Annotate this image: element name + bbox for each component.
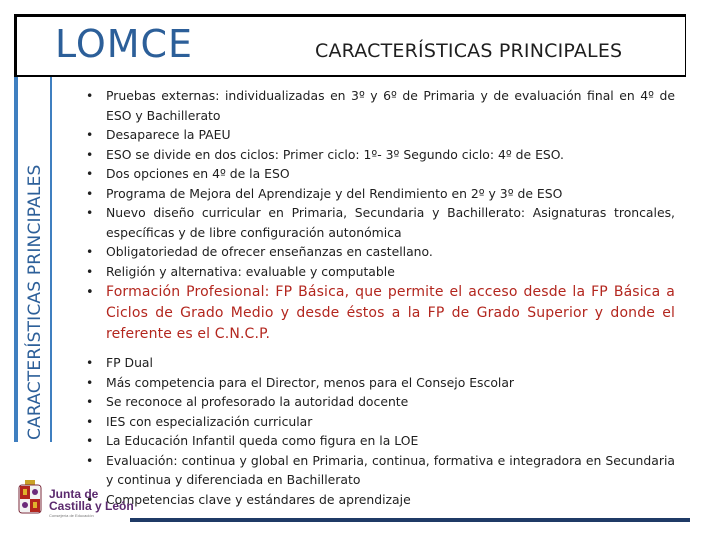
list-item: • Religión y alternativa: evaluable y computable — [80, 262, 675, 282]
lomce-title: LOMCE — [55, 22, 194, 66]
list-item: • FP Dual — [80, 353, 675, 373]
list-item: • Programa de Mejora del Aprendizaje y del Rendimiento en 2º y 3º de ESO — [80, 184, 675, 204]
footer-rule — [130, 518, 690, 522]
list-item: • Se reconoce al profesorado la autoridad docente — [80, 392, 675, 412]
coat-of-arms-icon — [16, 480, 44, 518]
logo-text-line2: Castilla y León — [49, 499, 134, 513]
logo-text-line1: Junta de — [49, 487, 99, 501]
junta-logo — [16, 480, 134, 524]
list-item: • IES con especialización curricular — [80, 412, 675, 432]
list-item: • Más competencia para el Director, menos para el Consejo Escolar — [80, 373, 675, 393]
slide-content — [80, 86, 675, 509]
list-item: • Evaluación: continua y global en Primaria, continua, formativa e integradora en Secundaria y continua y diferenciada en Bachillerato — [80, 451, 675, 490]
list-item: • Dos opciones en 4º de la ESO — [80, 164, 675, 184]
list-item: • Pruebas externas: individualizadas en 3º y 6º de Primaria y de evaluación final en 4º de ESO y Bachillerato — [80, 86, 675, 125]
logo-text-line3: Consejería de Educación — [49, 513, 94, 518]
bullet-list — [80, 86, 675, 509]
list-item: • Nuevo diseño curricular en Primaria, Secundaria y Bachillerato: Asignaturas troncales, específicas y de libre configuración autonómica — [80, 203, 675, 242]
vertical-title: CARACTERÍSTICAS PRINCIPALES — [25, 164, 45, 440]
list-item: • ESO se divide en dos ciclos: Primer ciclo: 1º- 3º Segundo ciclo: 4º de ESO. — [80, 145, 675, 165]
list-item: • Obligatoriedad de ofrecer enseñanzas en castellano. — [80, 242, 675, 262]
highlight-list-item: • Formación Profesional: FP Básica, que permite el acceso desde la FP Básica a Ciclos de Grado Medio y desde éstos a la FP de Grado Superior y donde el referente es el C.N.C.P. — [80, 282, 675, 345]
list-item: • Desaparece la PAEU — [80, 125, 675, 145]
list-item: • La Educación Infantil queda como figura en la LOE — [80, 431, 675, 451]
page-title: CARACTERÍSTICAS PRINCIPALES — [315, 40, 623, 62]
list-item: • Competencias clave y estándares de aprendizaje — [80, 490, 675, 510]
